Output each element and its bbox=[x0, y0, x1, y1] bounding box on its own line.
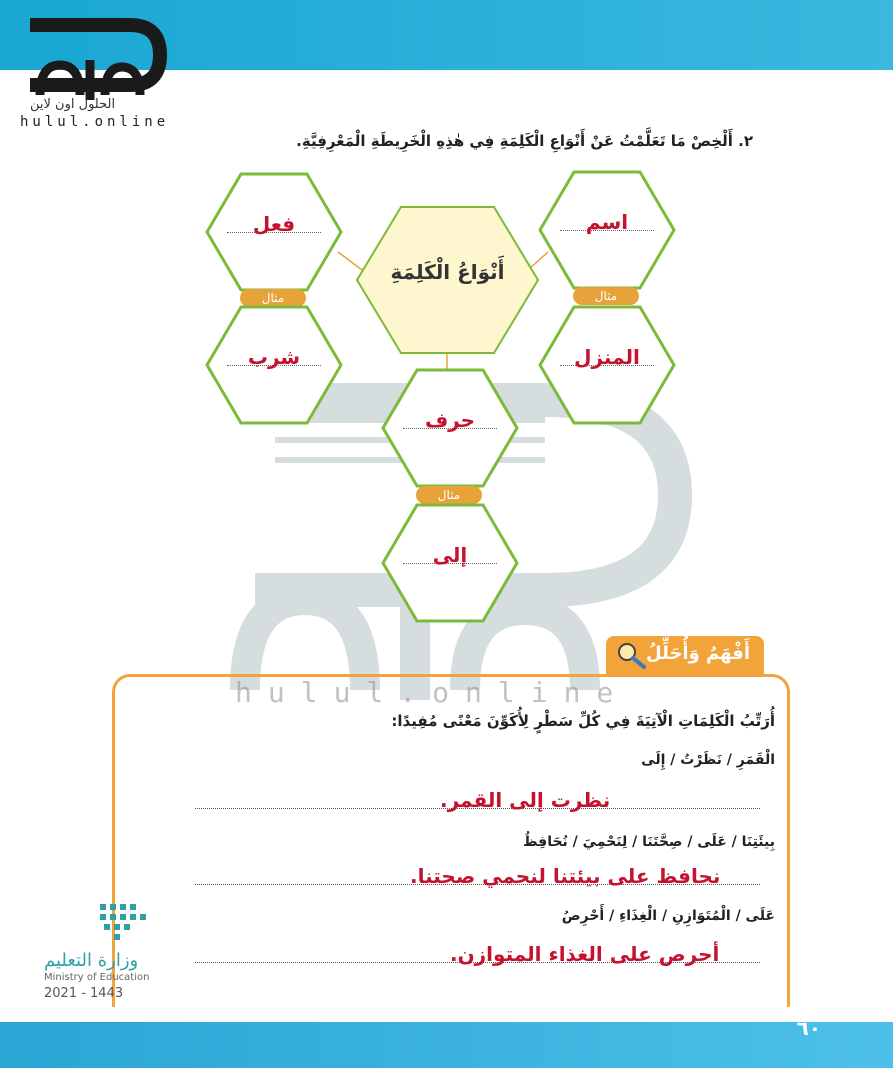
particle-example-hexagon bbox=[381, 503, 519, 623]
center-title: أَنْوَاعُ الْكَلِمَةِ bbox=[390, 260, 505, 284]
answer-verb-example: شرب bbox=[247, 345, 301, 369]
question-2-instruction: ٢. أَلْخِصْ مَا تَعَلَّمْتُ عَنْ أَنْوَاعِ الْكَلِمَةِ فِي هٰذِهِ الْخَرِيطَةِ الْمَعْرِفِيَّةِ. bbox=[296, 132, 753, 150]
verb-example-hexagon bbox=[205, 305, 343, 425]
answer-noun-example: المنزل bbox=[574, 345, 640, 369]
example-pill: مثال bbox=[416, 486, 482, 504]
page-number: ٦٠ bbox=[796, 1016, 821, 1040]
item-1-answer: نظرت إلى القمر. bbox=[440, 788, 611, 812]
watermark-url: hulul.online bbox=[235, 676, 630, 709]
ministry-dots-icon bbox=[40, 900, 150, 944]
magnifier-icon bbox=[614, 640, 648, 670]
ministry-arabic: وزارة التعليم bbox=[44, 950, 139, 971]
answer-noun: اسم bbox=[585, 210, 629, 234]
item-1-words: الْقَمَرِ / نَظَرْتُ / إِلَى bbox=[641, 752, 775, 768]
item-3-answer: أحرص على الغذاء المتوازن. bbox=[450, 942, 720, 966]
logo-url-text: hulul.online bbox=[20, 114, 170, 130]
section-header-tab bbox=[606, 636, 764, 674]
bottom-color-band bbox=[0, 1022, 893, 1068]
section-title: أَفْهَمُ وَأُحَلِّلُ bbox=[646, 643, 750, 664]
center-hexagon bbox=[355, 205, 540, 355]
exercise-instruction: أُرَتِّبُ الْكَلِمَاتِ الْآتِيَةَ فِي كُلِّ سَطْرٍ لِأُكَوِّنَ مَعْنًى مُفِيدًا: bbox=[391, 712, 775, 730]
noun-example-hexagon bbox=[538, 305, 676, 425]
item-2-answer: نحافظ على بيئتنا لنحمي صحتنا. bbox=[410, 864, 721, 888]
logo-arabic-text: الحلول اون لاين bbox=[30, 97, 116, 112]
item-2-words: بِيئَتِنَا / عَلَى / صِحَّتَنَا / لِنَحْمِيَ / نُحَافِظُ bbox=[523, 834, 775, 850]
noun-type-hexagon bbox=[538, 170, 676, 290]
item-3-words: عَلَى / الْمُتَوَازِنِ / الْغِذَاءِ / أَحْرِصُ bbox=[561, 908, 775, 924]
ministry-english: Ministry of Education bbox=[44, 972, 150, 983]
particle-type-hexagon bbox=[381, 368, 519, 488]
answer-particle: حرف bbox=[424, 408, 476, 432]
ministry-logo bbox=[40, 900, 200, 1010]
verb-type-hexagon bbox=[205, 172, 343, 292]
example-pill: مثال bbox=[573, 287, 639, 305]
answer-verb: فعل bbox=[252, 212, 296, 236]
ministry-year: 2021 - 1443 bbox=[44, 986, 124, 1001]
answer-particle-example: إلى bbox=[432, 543, 468, 567]
example-pill: مثال bbox=[240, 289, 306, 307]
